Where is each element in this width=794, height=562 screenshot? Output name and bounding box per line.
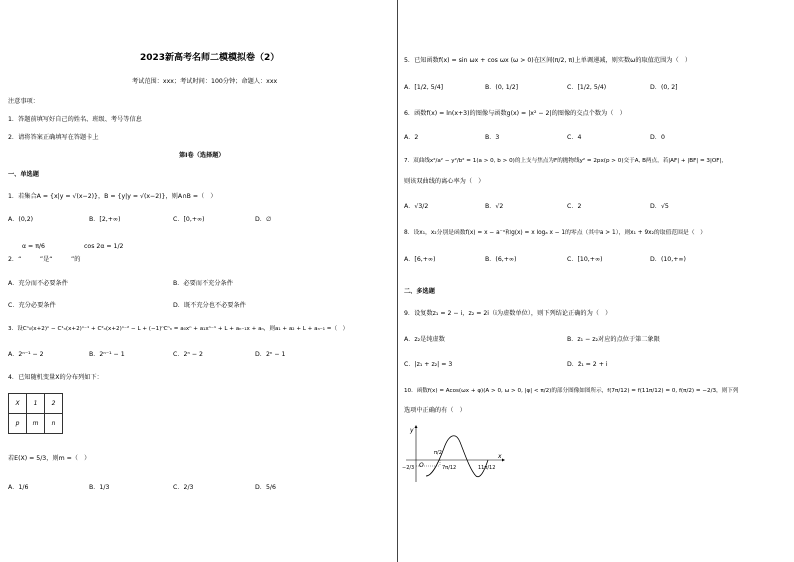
q2-expr-cos: cos 2α = 1/2: [84, 243, 124, 250]
q4-condition: 若E(X) = 5/3，则m =（ ）: [8, 455, 91, 462]
table-cell: m: [27, 414, 45, 434]
table-cell: 1: [27, 394, 45, 414]
exam-info: 考试范围：xxx；考试时间：100分钟；命题人：xxx: [132, 78, 278, 85]
x-axis-label: x: [498, 453, 502, 460]
q3-stem: 3．设Cⁿ₀(x+2)ⁿ − C¹ₙ(x+2)ⁿ⁻¹ + C²ₙ(x+2)ⁿ⁻² − L + (−1)ⁿCⁿₙ = a₀xⁿ + a₁xⁿ⁻¹ + L + aₙ₋₁x + aₙ，则a₁ + a₂ + L + aₙ₋₁ =（ ）: [8, 326, 349, 332]
q7-stem-continued: 则该双曲线的离心率为（ ）: [404, 178, 485, 185]
q5-option-c: C．[1/2, 5/4): [567, 84, 607, 91]
q4-stem: 4．已知随机变量X的分布列如下：: [8, 374, 103, 381]
section-multi-choice: 二、多选题: [404, 288, 435, 295]
note-item-1: 1．答题前填写好自己的姓名、班级、考号等信息: [8, 116, 142, 123]
y-axis-arrow: [415, 425, 418, 428]
q6-option-a: A．2: [404, 134, 419, 141]
q8-stem: 8．设x₁，x₂分别是函数f(x) = x − a⁻ˣ和g(x) = x logₐ x − 1的零点（其中a > 1），则x₁ + 9x₂的取值范围是（ ）: [404, 230, 707, 236]
q2-expr-alpha: α = π/6: [22, 243, 45, 250]
y-axis-label: y: [410, 427, 414, 434]
q9-option-d: D．z̄₁ = 2 + i: [567, 361, 608, 368]
q5-option-b: B．(0, 1/2]: [485, 84, 519, 91]
table-cell: X: [9, 394, 27, 414]
q10-stem-continued: 选项中正确的有（ ）: [404, 407, 466, 414]
q8-option-d: D．(10,+∞): [650, 256, 686, 263]
tick-7pi-12: 7π/12: [442, 465, 457, 471]
q9-option-a: A．z₂是纯虚数: [404, 336, 445, 343]
tick-11pi-12: 11π/12: [478, 465, 496, 471]
tick-neg-two-thirds: −2/3: [402, 465, 415, 471]
q1-option-a: A．(0,2): [8, 216, 34, 223]
q3-option-d: D．2ⁿ − 1: [255, 351, 286, 358]
table-cell: p: [9, 414, 27, 434]
table-row: [9, 394, 63, 414]
table-cell: 2: [45, 394, 63, 414]
x-axis-arrow: [502, 459, 505, 462]
origin-label: O: [419, 462, 424, 469]
q5-option-d: D．(0, 2]: [650, 84, 678, 91]
q2-stem: 2．“ ”是“ ”的: [8, 256, 81, 263]
q6-stem: 6．函数f(x) = ln(x+3)的图像与函数g(x) = |x² − 2|的图像的交点个数为（ ）: [404, 110, 626, 117]
q2-option-b: B．必要而不充分条件: [173, 280, 233, 287]
section-single-choice: 一、单选题: [8, 171, 39, 178]
q8-option-a: A．[6,+∞): [404, 256, 436, 263]
q3-option-b: B．2ⁿ⁻¹ − 1: [89, 351, 125, 358]
table-cell: n: [45, 414, 63, 434]
q10-stem: 10．函数f(x) = Acos(ωx + φ)(A > 0, ω > 0, |φ| < π/2)的部分图像如图所示，f(7π/12) = f(11π/12) = 0, f(π/2) = −2/3，则下列: [404, 388, 739, 394]
q6-option-c: C．4: [567, 134, 582, 141]
q2-option-c: C．充分必要条件: [8, 302, 56, 309]
q4-option-d: D．5/6: [255, 484, 276, 491]
q2-option-a: A．充分而不必要条件: [8, 280, 68, 287]
q1-stem: 1．若集合A = {x|y = √(x−2)}，B = {y|y = √(x−2)}，则A∩B =（ ）: [8, 193, 217, 200]
q7-option-b: B．√2: [485, 203, 504, 210]
q6-option-b: B．3: [485, 134, 500, 141]
q5-option-a: A．[1/2, 5/4]: [404, 84, 444, 91]
q7-stem: 7．双曲线x²/a² − y²/b² = 1(a > 0, b > 0)的上支与焦点为F的抛物线y² = 2px(p > 0)交于A, B两点，若|AF| + |BF| = 3|OF|，: [404, 158, 727, 164]
q9-stem: 9．设复数z₁ = 2 − i，z₂ = 2i（i为虚数单位），则下列结论正确的为（ ）: [404, 310, 612, 317]
q9-option-c: C．|z₁ + z₂| = 3: [404, 361, 453, 368]
q5-stem: 5．已知函数f(x) = sin ωx + cos ωx (ω > 0)在区间(π/2, π)上单调递减，则实数ω的取值范围为（ ）: [404, 57, 692, 64]
q3-option-c: C．2ⁿ − 2: [173, 351, 203, 358]
q6-option-d: D．0: [650, 134, 665, 141]
q9-option-b: B．z₁ − z₂对应的点位于第二象限: [567, 336, 660, 343]
q8-option-b: B．(6,+∞): [485, 256, 517, 263]
q8-option-c: C．[10,+∞): [567, 256, 603, 263]
q7-option-a: A．√3/2: [404, 203, 429, 210]
q1-option-c: C．[0,+∞): [173, 216, 205, 223]
q2-option-d: D．既不充分也不必要条件: [173, 302, 246, 309]
part1-title: 第I卷（选择题）: [179, 152, 225, 159]
q3-option-a: A．2ⁿ⁻¹ − 2: [8, 351, 44, 358]
q10-graph: [402, 424, 506, 484]
q4-option-b: B．1/3: [89, 484, 110, 491]
column-divider: [397, 0, 398, 562]
q7-option-c: C．2: [567, 203, 582, 210]
q4-option-a: A．1/6: [8, 484, 29, 491]
q1-option-d: D．∅: [255, 216, 272, 223]
q7-option-d: D．√5: [650, 203, 669, 210]
tick-pi-half: π/2: [434, 450, 442, 456]
q4-option-c: C．2/3: [173, 484, 194, 491]
q1-option-b: B．[2,+∞): [89, 216, 121, 223]
q4-distribution-table: [8, 393, 63, 434]
table-row: [9, 414, 63, 434]
note-item-2: 2．请将答案正确填写在答题卡上: [8, 134, 99, 141]
notes-heading: 注意事项：: [8, 98, 39, 105]
exam-title: 2023新高考名师二模模拟卷（2）: [140, 53, 280, 63]
